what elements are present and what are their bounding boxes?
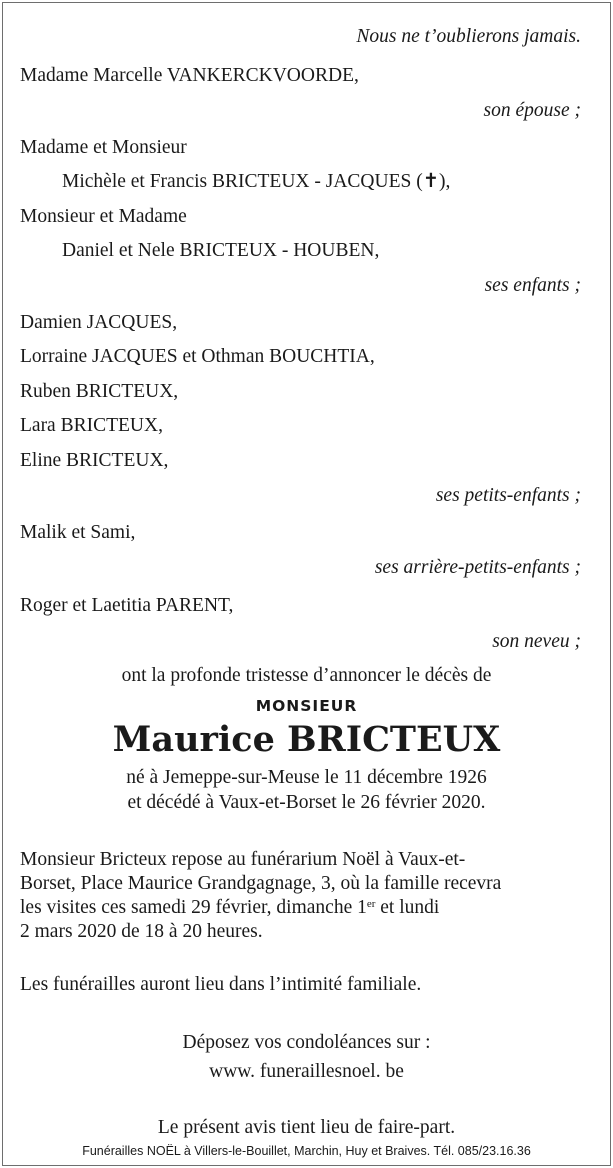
grandchild-2: Lorraine JACQUES et Othman BOUCHTIA, bbox=[20, 346, 375, 367]
condolences-label: Déposez vos condoléances sur : bbox=[182, 1032, 431, 1053]
notice-statement: Le présent avis tient lieu de faire-part. bbox=[157, 1117, 456, 1138]
great-grandchildren-name: Malik et Sami, bbox=[20, 522, 136, 543]
grandchild-3: Ruben BRICTEUX, bbox=[20, 381, 179, 402]
rest-line-2: Borset, Place Maurice Grandgagnage, 3, où la famille recevra bbox=[20, 873, 502, 894]
grandchild-4: Lara BRICTEUX, bbox=[20, 415, 163, 436]
grandchild-5: Eline BRICTEUX, bbox=[20, 450, 169, 471]
birth-line: né à Jemeppe-sur-Meuse le 11 décembre 1926 bbox=[126, 767, 487, 788]
nephew-name: Roger et Laetitia PARENT, bbox=[20, 595, 234, 616]
children-line-4: Daniel et Nele BRICTEUX - HOUBEN, bbox=[62, 240, 380, 261]
children-line-2: Michèle et Francis BRICTEUX - JACQUES (✝), bbox=[62, 171, 451, 192]
great-grandchildren-role: ses arrière-petits-enfants ; bbox=[374, 557, 581, 578]
nephew-role: son neveu ; bbox=[492, 631, 581, 652]
announcement: ont la profonde tristesse d’annoncer le décès de bbox=[121, 665, 492, 686]
spouse-name: Madame Marcelle VANKERCKVOORDE, bbox=[20, 65, 359, 86]
children-line-3: Monsieur et Madame bbox=[20, 206, 187, 227]
ordinal-superscript: er bbox=[366, 898, 376, 910]
rest-line-1: Monsieur Bricteux repose au funérarium Noël à Vaux-et- bbox=[20, 849, 466, 870]
rest-line-3: les visites ces samedi 29 février, dimanche 1er et lundi bbox=[20, 897, 440, 918]
grandchildren-role: ses petits-enfants ; bbox=[435, 485, 581, 506]
children-line-1: Madame et Monsieur bbox=[20, 137, 187, 158]
deceased-title: MONSIEUR bbox=[255, 697, 358, 715]
spouse-role: son épouse ; bbox=[483, 100, 581, 121]
children-role: ses enfants ; bbox=[484, 275, 581, 296]
funeral-info: Les funérailles auront lieu dans l’intimité familiale. bbox=[20, 974, 422, 995]
condolences-url[interactable]: www. funeraillesnoel. be bbox=[209, 1061, 404, 1082]
death-line: et décédé à Vaux-et-Borset le 26 février 2020. bbox=[127, 792, 486, 813]
funeral-home-footer: Funérailles NOËL à Villers-le-Bouillet, Marchin, Huy et Braives. Tél. 085/23.16.36 bbox=[82, 1144, 531, 1158]
motto: Nous ne t’oublierons jamais. bbox=[356, 26, 581, 47]
deceased-name: Maurice BRICTEUX bbox=[112, 719, 501, 760]
rest-line-4: 2 mars 2020 de 18 à 20 heures. bbox=[20, 921, 263, 942]
grandchild-1: Damien JACQUES, bbox=[20, 312, 178, 333]
notice-frame bbox=[2, 2, 611, 1166]
